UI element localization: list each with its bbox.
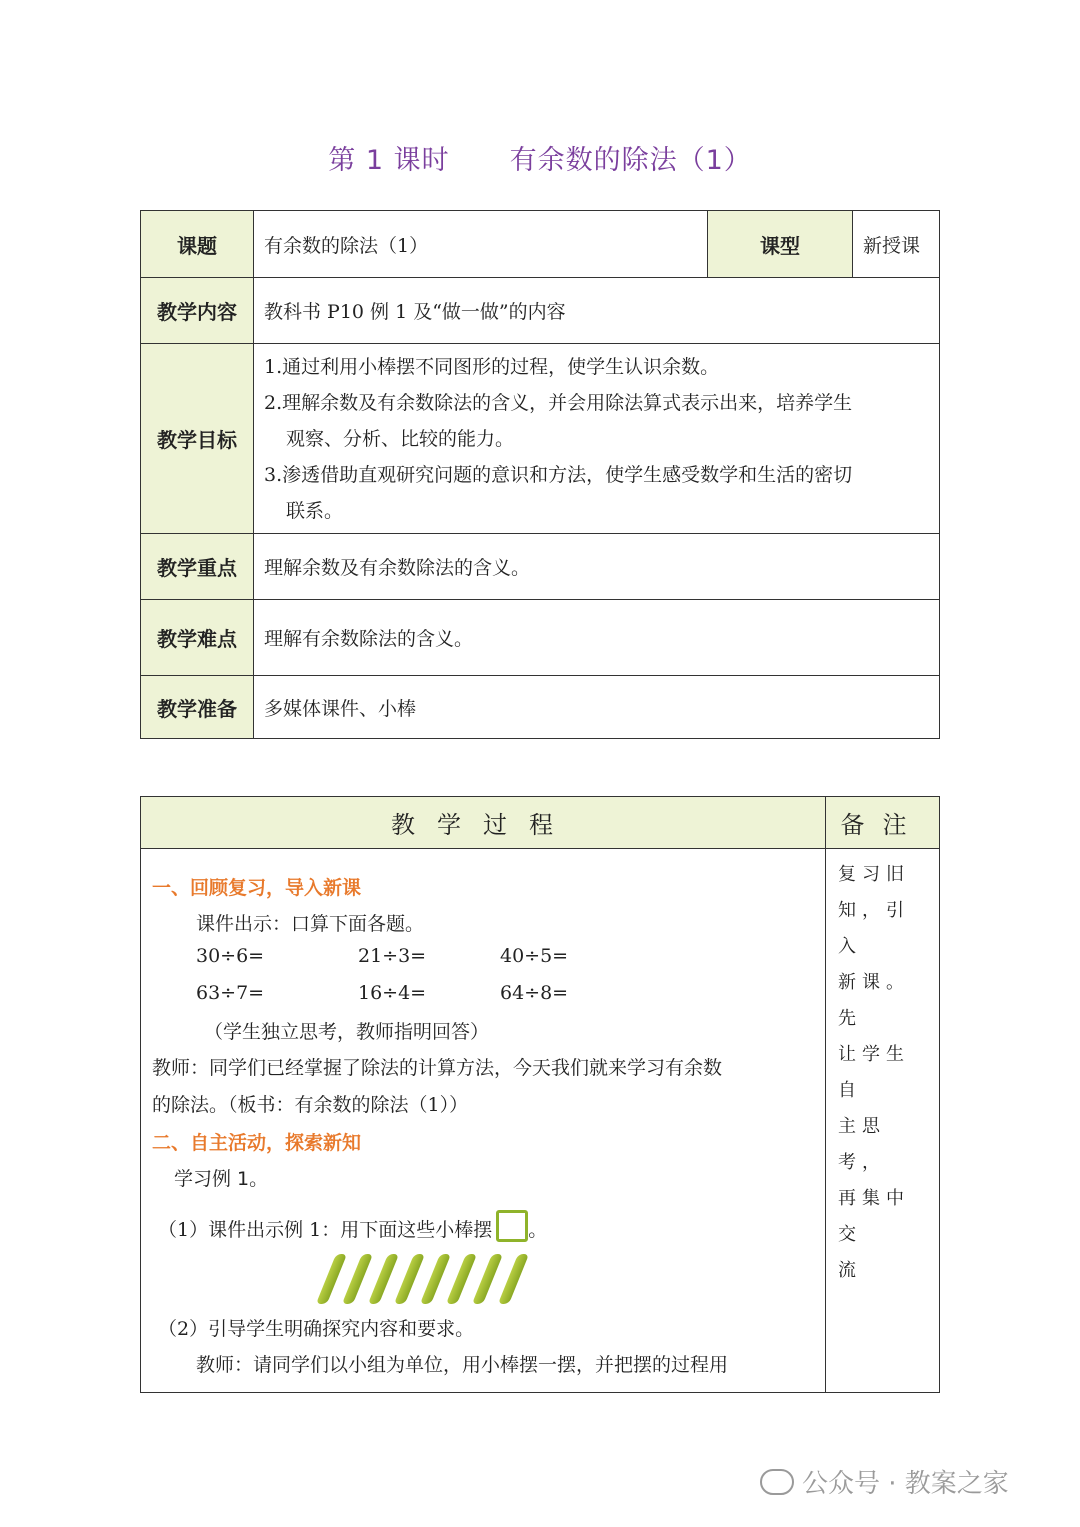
notes-header: 备注 (826, 797, 940, 849)
difficulty-value: 理解有余数除法的含义。 (254, 600, 940, 676)
goals-list (254, 344, 940, 534)
goal-line: 2.理解余数及有余数除法的含义，并会用除法算式表示出来，培养学生 (264, 391, 853, 414)
sticks-illustration (318, 1254, 528, 1302)
prep-value: 多媒体课件、小棒 (254, 676, 940, 739)
content-value: 教科书 P10 例 1 及“做一做”的内容 (254, 278, 940, 344)
prep-label: 教学准备 (141, 676, 254, 739)
lesson-topic: 有余数的除法（1） (509, 145, 752, 176)
step-1-text: （1）课件出示例 1：用下面这些小棒摆 (158, 1219, 493, 1241)
type-value: 新授课 (853, 211, 940, 278)
stick-icon (446, 1254, 477, 1304)
stick-icon (368, 1254, 399, 1304)
problem-item: 21÷3= (358, 945, 427, 967)
content-label: 教学内容 (141, 278, 254, 344)
stick-icon (394, 1254, 425, 1304)
page-title (0, 138, 1080, 177)
problem-item: 64÷8= (500, 982, 569, 1004)
stick-icon (498, 1254, 529, 1304)
problem-item: 30÷6= (196, 945, 265, 967)
section-heading-1: 一、回顾复习，导入新课 (152, 877, 362, 899)
note-line: 让学生自 (838, 1044, 910, 1101)
stick-icon (420, 1254, 451, 1304)
note-line: 新课。先 (838, 972, 910, 1029)
stick-icon (316, 1254, 347, 1304)
step-1 (158, 1210, 547, 1242)
stick-icon (472, 1254, 503, 1304)
process-header: 教学过程 (141, 797, 826, 849)
goal-line: 联系。 (286, 499, 344, 522)
lesson-number: 第 1 课时 (328, 145, 450, 176)
courseware-line: 课件出示：口算下面各题。 (196, 913, 425, 935)
note-line: 主思考， (838, 1116, 886, 1173)
topic-label: 课题 (141, 211, 254, 278)
key-label: 教学重点 (141, 534, 254, 600)
study-line: 学习例 1。 (174, 1168, 269, 1190)
goal-line: 1.通过利用小棒摆不同图形的过程，使学生认识余数。 (264, 355, 720, 378)
student-note: （学生独立思考，教师指明回答） (204, 1021, 490, 1043)
square-icon (496, 1210, 528, 1242)
teacher-line: 教师：请同学们以小组为单位，用小棒摆一摆，并把摆的过程用 (196, 1354, 729, 1376)
note-line: 复习旧 (838, 864, 910, 885)
topic-value: 有余数的除法（1） (254, 211, 708, 278)
problem-item: 40÷5= (500, 945, 569, 967)
watermark (760, 1463, 1009, 1500)
teacher-line: 的除法。（板书：有余数的除法（1）） (152, 1094, 469, 1116)
section-heading-2: 二、自主活动，探索新知 (152, 1132, 362, 1154)
lesson-info-table (140, 210, 940, 739)
stick-icon (342, 1254, 373, 1304)
step-2: （2）引导学生明确探究内容和要求。 (158, 1318, 475, 1340)
note-line: 流 (838, 1260, 862, 1281)
key-value: 理解余数及有余数除法的含义。 (254, 534, 940, 600)
problem-item: 16÷4= (358, 982, 427, 1004)
goal-line: 观察、分析、比较的能力。 (286, 427, 515, 450)
difficulty-label: 教学难点 (141, 600, 254, 676)
notes-body (826, 849, 940, 1393)
step-1-end: 。 (528, 1219, 548, 1241)
watermark-text: 公众号 · 教案之家 (802, 1469, 1009, 1499)
wechat-icon (760, 1469, 794, 1495)
goal-line: 3.渗透借助直观研究问题的意识和方法，使学生感受数学和生活的密切 (264, 463, 853, 486)
problem-item: 63÷7= (196, 982, 265, 1004)
goals-label: 教学目标 (141, 344, 254, 534)
type-label: 课型 (708, 211, 853, 278)
note-line: 知，引入 (838, 900, 910, 957)
note-line: 再集中交 (838, 1188, 910, 1245)
teacher-line: 教师：同学们已经掌握了除法的计算方法，今天我们就来学习有余数 (152, 1057, 723, 1079)
